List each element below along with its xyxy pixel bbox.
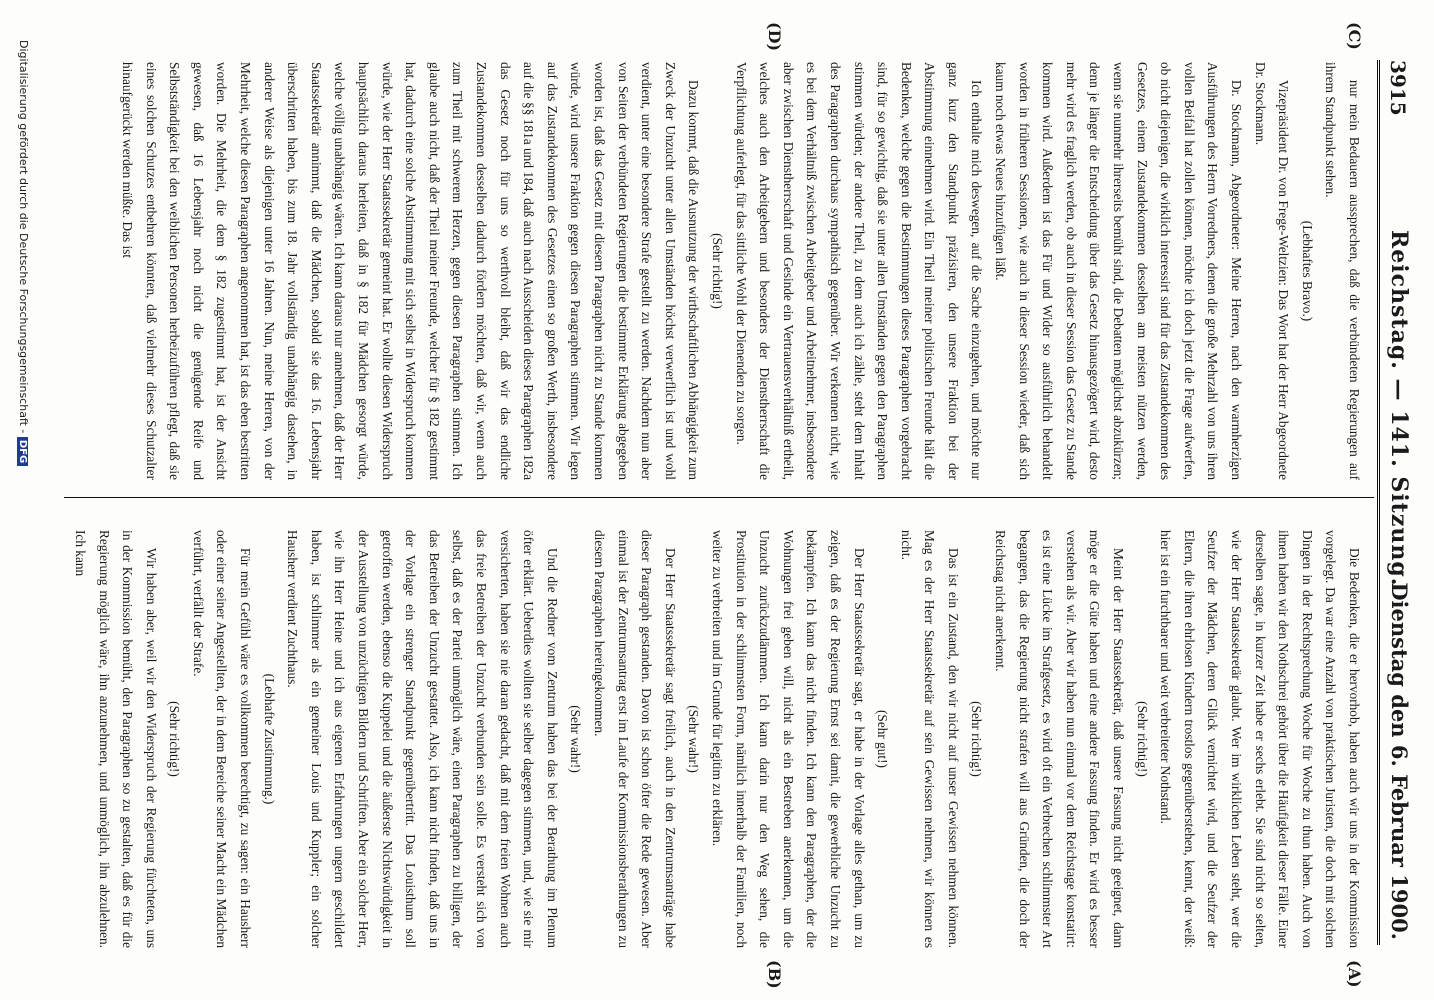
dfg-logo: DFG — [17, 437, 28, 466]
interjection: (Sehr richtig!) — [969, 701, 985, 777]
paragraph: Die Bedenken, die er hervorhob, haben auch wir uns in der Kommission vorgelegt. Da war eine Anzahl von praktischen Juristen, die doch mit solchen Dingen in der Rechtsprechung Woche für Woche zu thun haben. Auch von ihnen haben wir den Nothschrei gehört über die Häufigkeit dieser Fälle. Einer derselben sagte, in kurzer Zeit habe er sechs erlebt. Sie sind nicht so selten, wie der Herr Staatssekretär glaubt. Wer im wirklichen Leben steht, wer die Seufzer der Mädchen, deren Glück vernichtet wird, und die Seufzer der Eltern, die ihren ehrlosen Kindern trostlos gegenüberstehen, kennt, der weiß: hier ist ein furchtbarer und weit verbreiteter Nothstand. — [1158, 530, 1362, 948]
margin-marker-b: (B) — [765, 960, 784, 989]
interjection: (Sehr richtig!) — [167, 701, 183, 777]
footer-text: Digitalisierung gefördert durch die Deutsche Forschungsgemeinschaft - — [17, 40, 30, 434]
page-title: Reichstag. — 141. Sitzung. — [1386, 230, 1412, 587]
session-date: Dienstag den 6. Februar 1900. — [1387, 582, 1412, 940]
paragraph: Und die Redner vom Zentrum haben das bei der Berathung im Plenum öfter erklärt. Ueberdies wollten sie selber dagegen stimmen, und, wie sie mir versicherten, haben sie nie daran gedacht, daß mit dem freien Wohnen auch das freie Betreiben der Unzucht verbunden sein solle. Es versteht sich von selbst, daß es der Partei unmöglich wäre, einen Paragraphen zu billigen, der das Betreiben der Unzucht gestattet. Also, ich kann nicht finden, daß uns in der Vorlage ein strenger Standpunkt gegenübertritt. Das Louisthum soll getroffen werden, ebenso die Kuppelei und die äußerste Nichtswürdigkeit in der Ausstellung von unzüchtigen Bildern und Schriften. Aber ein solcher Herr, wie ihn Herr Heine und ich aus eigenen Erfahrungen ungern geschildert haben, ist schlimmer als ein gemeiner Louis und Kuppler; ein solcher Hausherr verdient Zuchthaus. — [285, 530, 560, 948]
left-column — [116, 62, 1366, 480]
right-column — [68, 530, 1366, 948]
paragraph: nur mein Bedauern aussprechen, daß die verbündeten Regierungen auf ihrem Standpunkt stehen. — [1323, 62, 1362, 480]
interjection: (Sehr richtig!) — [709, 233, 725, 309]
interjection: (Sehr gut!) — [875, 710, 891, 768]
interjection: (Lebhafte Zustimmung.) — [261, 673, 277, 805]
column-divider — [64, 497, 1374, 498]
margin-marker-c: (C) — [1345, 22, 1364, 50]
interjection: (Sehr wahr!) — [568, 705, 584, 773]
paragraph: Dazu kommt, daß die Ausnutzung der wirthschaftlichen Abhängigkeit zum Zweck der Unzucht unter allen Umständen höchst verwerflich ist und wohl verdient, unter eine besondere Strafe gestellt zu werden. Nachdem nun aber von Seiten der verbündeten Regierungen die bestimmte Erklärung abgegeben worden ist, daß das Gesetz mit diesem Paragraphen nicht zu Stande kommen würde, wird unsere Fraktion gegen diesen Paragraphen stimmen. Wir legen auf das Zustandekommen des Gesetzes einen so großen Werth, insbesondere auf die §§ 181a und 184, daß auch nach Ausscheiden dieses Paragraphen 182a das Gesetz noch für uns so werthvoll bleibt, daß wir das endliche Zustandekommen desselben dadurch fördern möchten, daß wir, wenn auch zum Theil mit schwerem Herzen, gegen diesen Paragraphen stimmen. Ich glaube auch nicht, daß der Theil meiner Freunde, welcher für § 182 gestimmt hat, dadurch eine solche Abstimmung mit sich selbst in Widerspruch kommen würde, wie der Herr Staatssekretär gemeint hat. Er wollte diesen Widerspruch hauptsächlich daraus herleiten, daß in § 182 für Mädchen gesorgt würde, welche völlig unabhängig wären. Ich kann daraus nur annehmen, daß der Herr Staatssekretär annimmt, daß die Mädchen, sobald sie das 16. Lebensjahr überschritten haben, bis zum 18. Jahr vollständig unabhängig dastehen, in anderer Weise als diejenigen unter 16 Jahren. Nun, meine Herren, von der Mehrheit, welche diesen Paragraphen angenommen hat, ist das eben bestritten worden. Die Mehrheit, die dem § 182 zugestimmt hat, ist der Ansicht gewesen, daß 16 Lebensjahr noch nicht die genügende Reife und Selbstständigkeit bei den weiblichen Personen herbeizuführen pflegt, daß sie eines solchen Schutzes entbehren könnten, daß vielmehr dieses Schutzalter hinaufgerückt werden müßte. Das ist — [120, 62, 702, 480]
margin-marker-a: (A) — [1345, 960, 1364, 988]
paragraph: Das ist ein Zustand, den wir nicht auf unser Gewissen nehmen können. Mag es der Herr Staatssekretär auf sein Gewissen nehmen, wir können es nicht. — [898, 530, 961, 948]
interjection: (Lebhaftes Bravo.) — [1299, 220, 1315, 322]
paragraph: Meint der Herr Staatssekretär, daß unsere Fassung nicht geeignet, dann möge er die Güte haben und eine andere Fassung finden. Er wird es besser verstehen als wir. Aber wir haben nun einmal vor dem Reichstage konstatirt: es ist eine Lücke im Strafgesetz, es wird oft ein Verbrechen schlimmster Art begangen, das die Regierung nicht strafen will aus Gründen, die doch der Reichstag nicht anerkennt. — [993, 530, 1127, 948]
speaker-announcement: Vizepräsident Dr. von Frege-Weltzien: Das Wort hat der Herr Abgeordnete Dr. Stockmann. — [1252, 62, 1292, 480]
page-number: 3915 — [1386, 60, 1410, 116]
paragraph: Der Herr Staatssekretär sagt freilich, auch in den Zentrumsanträge habe dieser Paragraph gestanden. Davon ist schon öfter die Rede gewesen. Aber einmal ist der Zentrumsantrag erst im Laufe der Kommissionsberathungen zu diesem Paragraphen hereingekommen. — [592, 530, 678, 948]
paragraph: Für mein Gefühl wäre es vollkommen berechtigt, zu sagen: ein Hausherr oder einer seiner Angestellten, der in dem Bereiche seiner Macht ein Mädchen verführt, verfällt der Strafe. — [190, 530, 254, 948]
interjection: (Sehr wahr!) — [686, 705, 702, 773]
margin-marker-d: (D) — [765, 22, 784, 52]
interjection: (Sehr richtig!) — [1134, 701, 1150, 777]
paragraph: Dr. Stockmann, Abgeordneter: Meine Herren, nach den warmherzigen Ausführungen des Herrn Vorredners, denen die große Mehrzahl von uns ihren vollen Beifall hat zollen können, möchte ich doch jetzt die Frage aufwerfen, ob nicht diejenigen, die wirklich interessirt sind für das Zustandekommen des Gesetzes, einem Zustandekommen desselben am meisten nützen werden, wenn sie nunmehr ihrerseits bemüht sind, die Debatten möglichst abzukürzen; denn je länger die Entscheidung über das Gesetz hinausgezögert wird, desto mehr wird es fraglich werden, ob auch in dieser Session das Gesetz zu Stande kommen wird. Außerdem ist das Für und Wider so ausführlich behandelt worden in früheren Sessionen, wie auch in dieser Session wieder, daß sich kaum noch etwas Neues hinzufügen läßt. — [993, 62, 1245, 480]
paragraph: Wir haben aber, weil wir den Widerspruch der Regierung fürchteten, uns in der Kommission bemüht, den Paragraphen so zu gestalten, daß es für die Regierung möglich wäre, ihn anzunehmen, und unmöglich, ihn abzulehnen. Ich kann — [72, 530, 159, 948]
page-header — [1376, 60, 1416, 940]
paragraph: Ich enthalte mich deswegen, auf die Sache einzugehen, und möchte nur ganz kurz den Standpunkt präzisiren, den unsere Fraktion bei der Abstimmung einnehmen wird. Ein Theil meiner politischen Freunde hält die Bedenken, welche gegen die Bestimmungen dieses Paragraphen vorgebracht sind, für so gewichtig, daß sie unter allen Umständen gegen den Paragraphen stimmen würden; der andere Theil, zu dem auch ich zähle, steht dem Inhalt des Paragraphen durchaus sympathisch gegenüber. Wir verkennen nicht, wie es bei dem Verhältniß zwischen Arbeitgeber und Arbeitnehmer, insbesondere aber zwischen Dienstherrschaft und Gesinde ein Vertrauensverhältniß ertheilt, welches auch den Arbeitgebern und besonders der Dienstherrschaft die Verpflichtung auferlegt, für das sittliche Wohl der Dienenden zu sorgen. — [733, 62, 985, 480]
header-rule — [1377, 60, 1380, 945]
digitization-footer — [17, 40, 30, 960]
paragraph: Der Herr Staatssekretär sagt, er habe in der Vorlage alles gethan, um zu zeigen, daß es der Regierung Ernst sei damit, die gewerbliche Unzucht zu bekämpfen. Ich kann das nicht finden. Ich kann den Paragraphen, der die Wohnungen frei geben will, nicht als ein Bestreben anerkennen, um die Unzucht zurückzudämmen. Ich kann darin nur den Weg sehen, die Prostitution in der schlimmsten Form, nämlich innerhalb der Familien, noch weiter zu verbreiten und im Grunde für legitim zu erklären. — [709, 530, 867, 948]
